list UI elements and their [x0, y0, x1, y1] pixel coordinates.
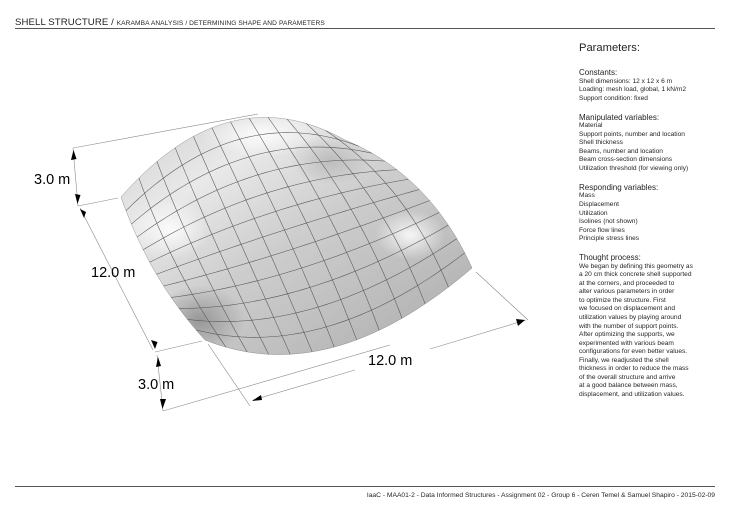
dim-ext-right	[476, 272, 528, 320]
thought-line: utilization values by playing around	[579, 313, 682, 321]
dim-label-length-bottom: 12.0 m	[368, 353, 413, 369]
thought-line: experimented with various beam	[579, 339, 674, 347]
dim-base-bottom	[163, 345, 390, 411]
shell-surface	[121, 113, 472, 355]
manipulated-item: Beam cross-section dimensions	[579, 156, 673, 164]
manipulated-item: Beams, number and location	[579, 147, 663, 155]
thought-line: After optimizing the supports, we	[579, 331, 675, 339]
manipulated-item: Material	[579, 122, 603, 130]
thought-line: displacement, and utilization values.	[579, 390, 685, 398]
arrow-up-icon	[71, 150, 77, 160]
dim-along-bottom-b	[430, 320, 526, 349]
responding-item: Displacement	[579, 200, 619, 208]
thought-line: to optimize the structure. First	[579, 296, 666, 304]
responding-item: Principle stress lines	[579, 235, 640, 243]
constants-item: Loading: mesh load, global, 1 kN/m2	[579, 86, 687, 94]
shell-highlight-left	[130, 200, 210, 260]
dim-label-length-left: 12.0 m	[91, 265, 136, 281]
manipulated-heading: Manipulated variables:	[579, 112, 660, 122]
thought-section	[579, 253, 727, 399]
dim-label-height-bottom: 3.0 m	[138, 377, 175, 393]
manipulated-item: Shell thickness	[579, 139, 623, 147]
parameters-panel	[579, 42, 727, 409]
parameters-title: Parameters:	[579, 42, 640, 54]
thought-line: at the corners, and proceeded to	[579, 279, 675, 287]
responding-item: Force flow lines	[579, 226, 625, 234]
thought-line: at a good balance between mass,	[579, 382, 678, 390]
manipulated-item: Support points, number and location	[579, 130, 685, 138]
arrow-icon	[80, 209, 86, 218]
manipulated-section	[579, 113, 727, 174]
dim-label-height-top: 3.0 m	[34, 172, 71, 188]
dim-ext-bottom-corner	[208, 344, 250, 406]
dim-along-bottom-a	[253, 370, 355, 400]
thought-line: alter various parameters in order	[579, 288, 675, 296]
manipulated-item: Utilization threshold (for viewing only)	[579, 164, 689, 172]
footer-divider	[15, 486, 715, 487]
arrow-left-icon	[252, 395, 262, 401]
constants-section	[579, 68, 727, 103]
thought-heading: Thought process:	[579, 253, 641, 263]
constants-item: Shell dimensions: 12 x 12 x 6 m	[579, 77, 673, 85]
thought-line: with the number of support points.	[579, 322, 679, 330]
thought-line: thickness in order to reduce the mass	[579, 365, 689, 373]
responding-item: Isolines (not shown)	[579, 218, 638, 226]
shell-highlight-right	[375, 210, 445, 260]
dim-ext-left-upper	[78, 198, 118, 206]
constants-heading: Constants:	[579, 68, 618, 77]
shell-shade-bottom	[155, 285, 245, 355]
header-subtitle: KARAMBA ANALYSIS / DETERMINING SHAPE AND PARAMETERS	[116, 20, 325, 27]
dim-ext-left-lower	[155, 341, 202, 352]
thought-line: we focused on displacement and	[579, 305, 676, 313]
responding-section	[579, 183, 727, 244]
responding-item: Utilization	[579, 209, 608, 217]
responding-item: Mass	[579, 192, 595, 200]
arrow-right-icon	[516, 319, 525, 326]
header-title: SHELL STRUCTURE /	[15, 17, 117, 28]
responding-heading: Responding variables:	[579, 182, 659, 192]
thought-line: We began by defining this geometry as	[579, 262, 693, 270]
arrow-up-icon	[156, 357, 161, 367]
constants-item: Support condition: fixed	[579, 94, 648, 102]
arrow-down-icon	[160, 399, 166, 409]
page-footer: IaaC - MAA01-2 - Data Informed Structures - Assignment 02 - Group 6 - Ceren Temel & Samuel Shapiro - 2015-02-09	[366, 492, 715, 499]
thought-line: Finally, we readjusted the shell	[579, 356, 669, 364]
arrow-down-icon	[75, 194, 81, 204]
thought-line: a 20 cm thick concrete shell supported	[579, 271, 692, 279]
thought-line: configurations for even better values.	[579, 348, 688, 356]
thought-line: of the overall structure and arrive	[579, 373, 676, 381]
